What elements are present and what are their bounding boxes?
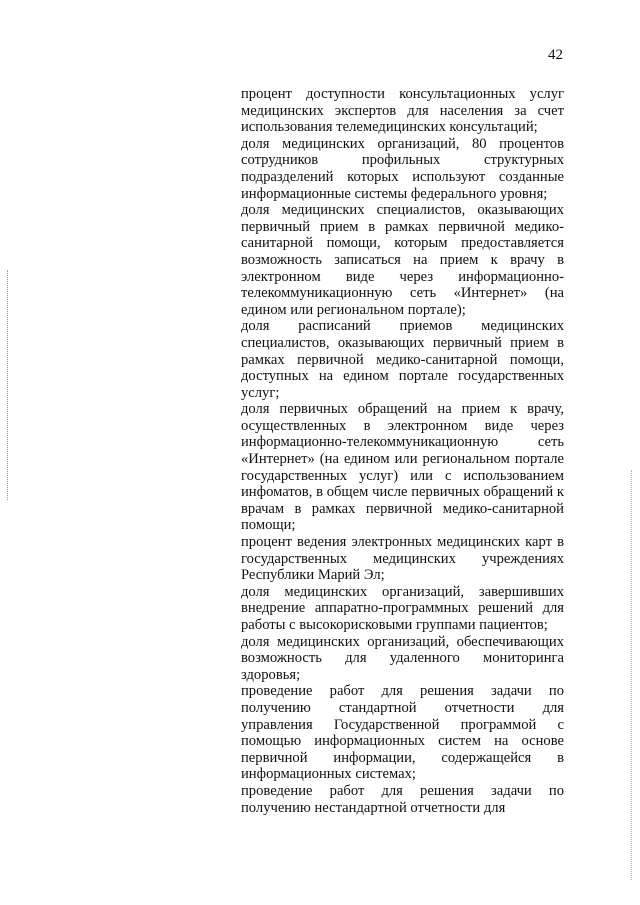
paragraph-3: доля медицинских специалистов, оказывающих первичный прием в рамках первичной медико-санитарной помощи, которым предоставляется возможность записаться на прием к врачу в электронном виде через информационно-телекоммуникационную сеть «Интернет» (на едином или региональном портале);: [241, 202, 564, 318]
paragraph-10: проведение работ для решения задачи по получению нестандартной отчетности для: [241, 782, 564, 816]
paragraph-8: доля медицинских организаций, обеспечивающих возможность для удаленного мониторинга здоровья;: [241, 633, 564, 683]
document-body: [241, 86, 564, 816]
paragraph-9: проведение работ для решения задачи по получению стандартной отчетности для управления Государственной программой с помощью информационных систем на основе первичной информации, содержащейся в информационных системах;: [241, 683, 564, 783]
paragraph-2: доля медицинских организаций, 80 процентов сотрудников профильных структурных подразделений которых используют созданные информационные системы федерального уровня;: [241, 135, 564, 202]
paragraph-1: процент доступности консультационных услуг медицинских экспертов для населения за счет использования телемедицинских консультаций;: [241, 86, 564, 136]
page-number: 42: [548, 47, 563, 63]
scan-edge-line-left: [7, 270, 8, 500]
paragraph-6: процент ведения электронных медицинских карт в государственных медицинских учреждениях Республики Марий Эл;: [241, 534, 564, 584]
paragraph-7: доля медицинских организаций, завершивших внедрение аппаратно-программных решений для работы с высокорисковыми группами пациентов;: [241, 583, 564, 633]
scan-edge-line-right: [631, 470, 632, 880]
paragraph-5: доля первичных обращений на прием к врачу, осуществленных в электронном виде через информационно-телекоммуникационную сеть «Интернет» (на едином или региональном портале государственных услуг) или с использованием инфоматов, в общем числе первичных обращений к врачам в рамках первичной медико-санитарной помощи;: [241, 401, 564, 534]
paragraph-4: доля расписаний приемов медицинских специалистов, оказывающих первичный прием в рамках первичной медико-санитарной помощи, доступных на едином портале государственных услуг;: [241, 318, 564, 401]
